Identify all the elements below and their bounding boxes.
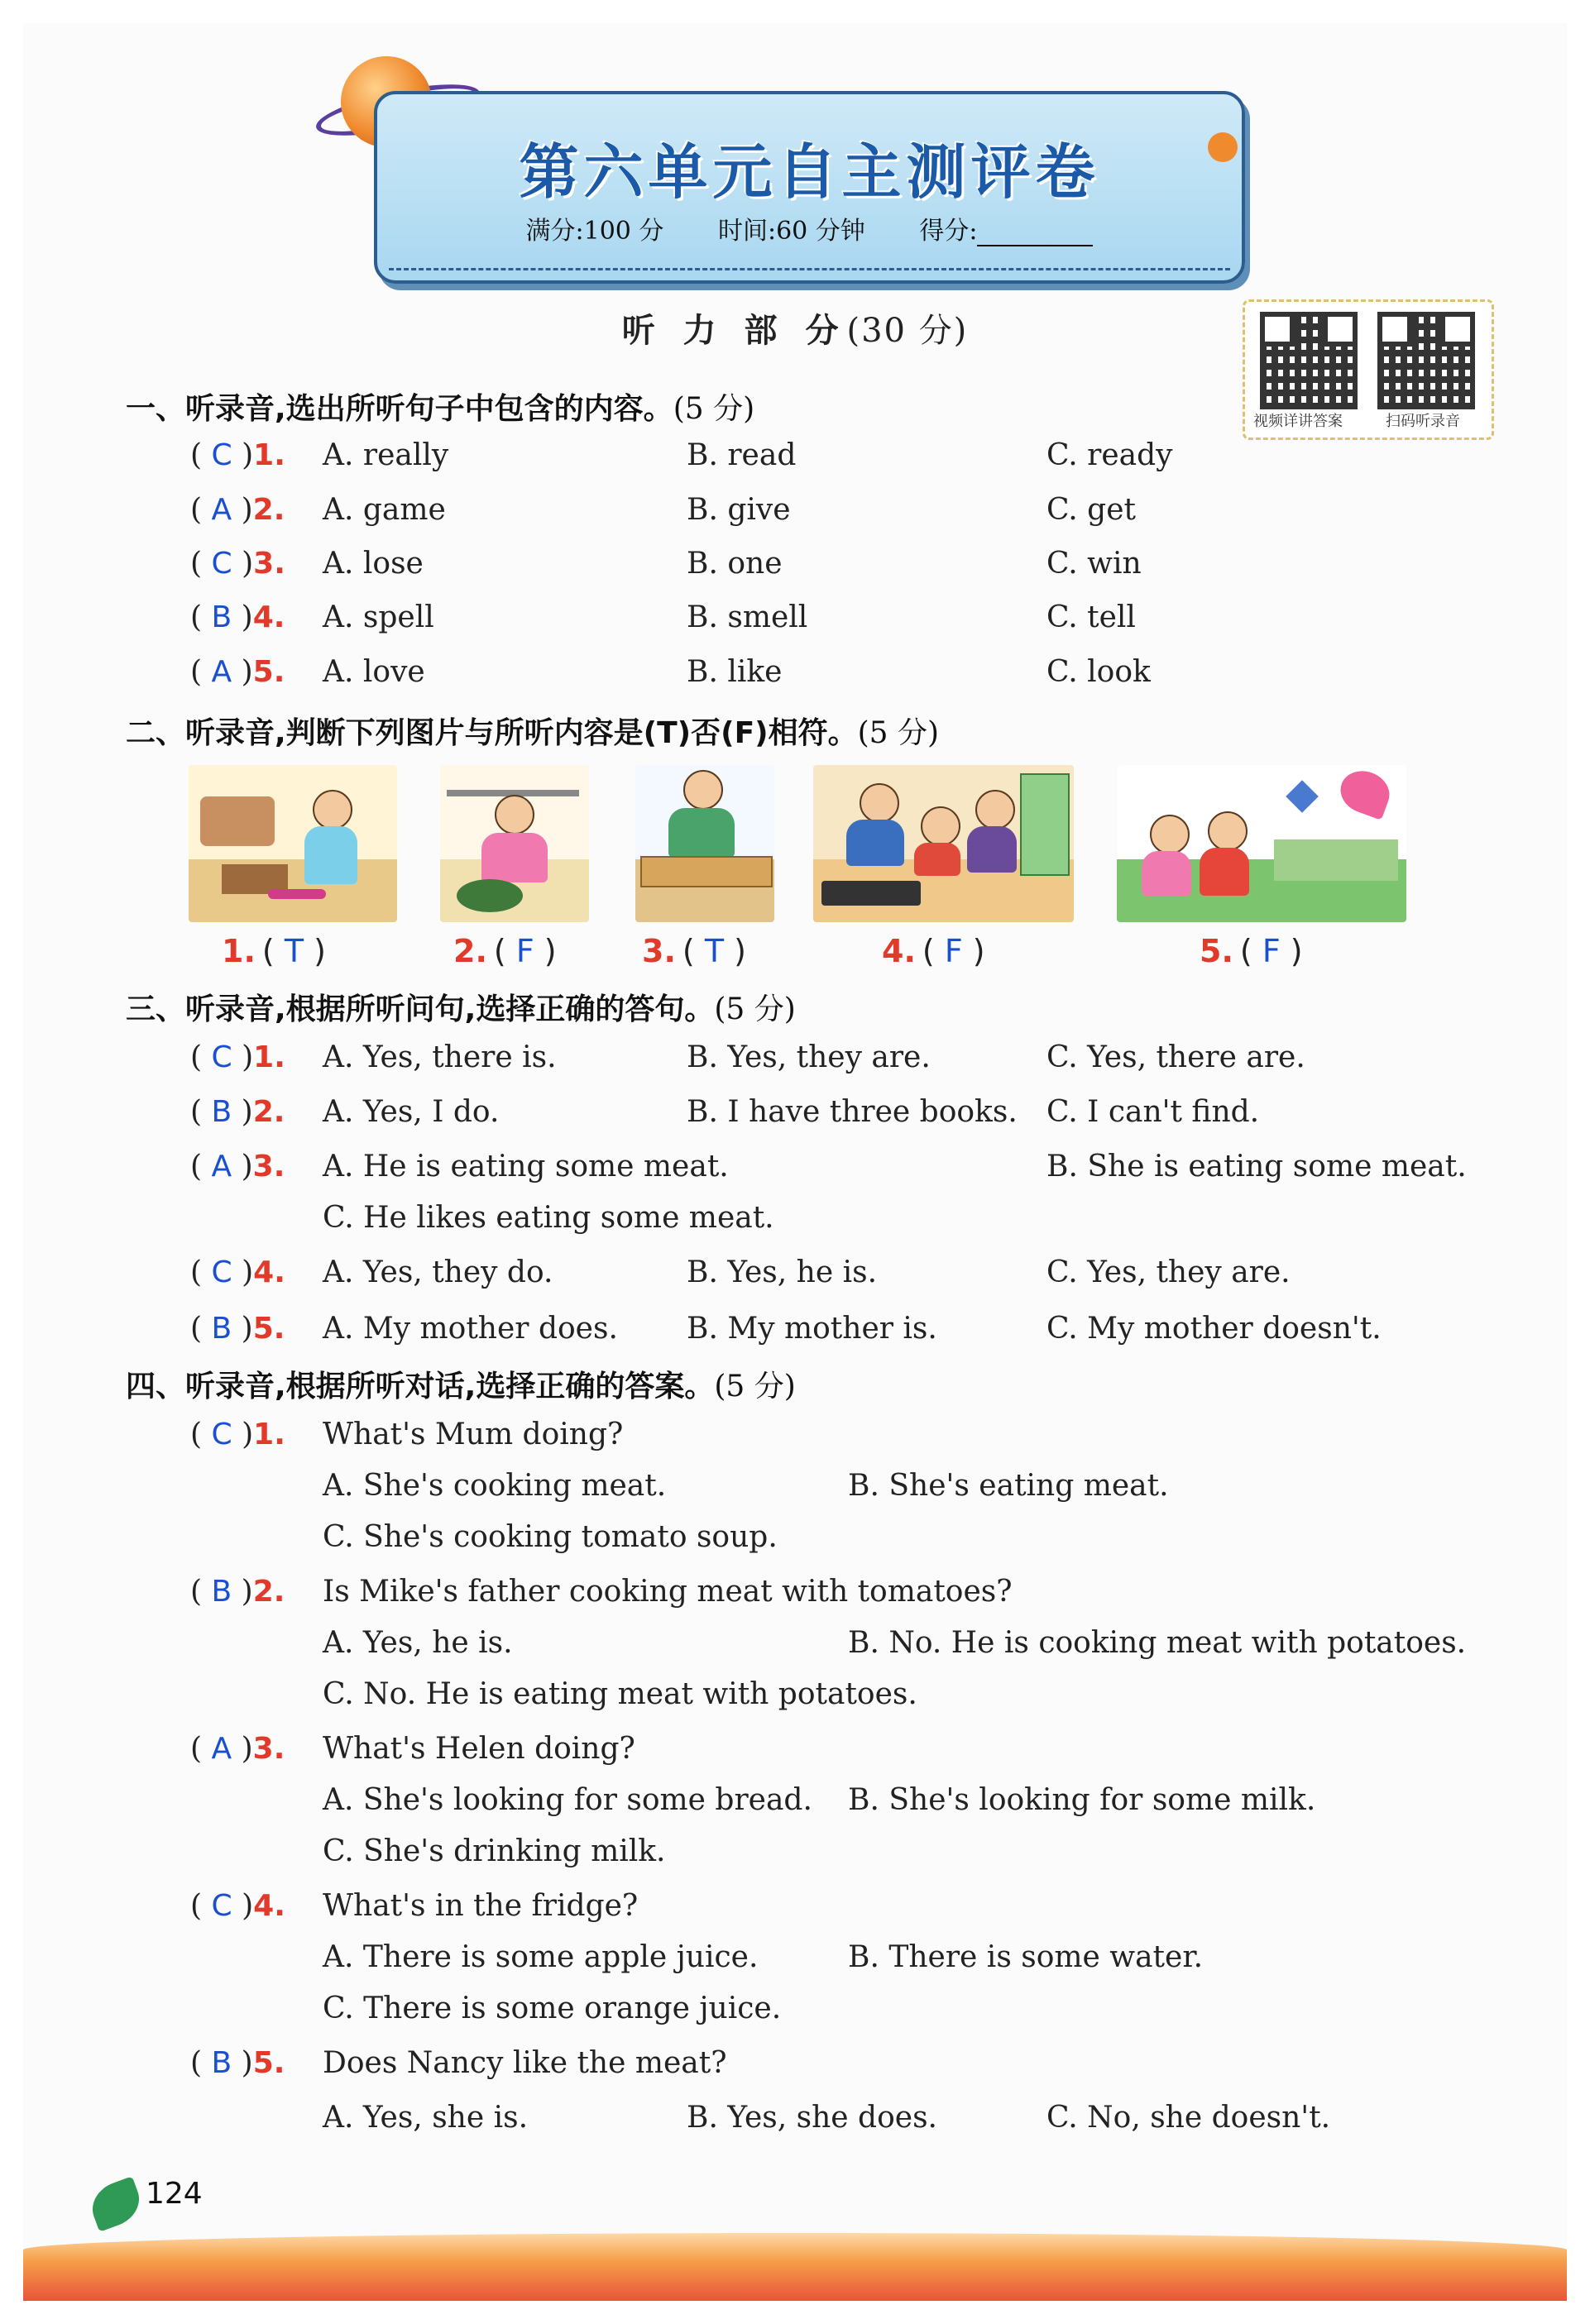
option-b: B. She's eating meat. [848, 1469, 1169, 1503]
page-title: 第六单元自主测评卷 [519, 137, 1100, 207]
option-a: A. Yes, there is. [323, 1040, 557, 1074]
option-b: B. She is eating some meat. [1046, 1150, 1467, 1184]
exam-info [377, 210, 1242, 246]
question-number: 5. [252, 655, 285, 689]
option-b: B. Yes, he is. [687, 1255, 878, 1289]
question-number: 4. [253, 1889, 285, 1923]
score-label: 得分: [919, 217, 978, 246]
option-b: B. There is some water. [848, 1940, 1204, 1974]
answer-bracket[interactable]: ( B )4. [190, 600, 285, 634]
option-a: A. There is some apple juice. [323, 1940, 759, 1974]
option-b: B. give [687, 493, 791, 527]
option-b: B. smell [687, 600, 808, 634]
option-b: B. one [687, 547, 783, 581]
question-number: 3. [252, 1150, 285, 1184]
answer: F [515, 933, 534, 969]
answer: B [211, 1575, 232, 1609]
option-a: A. love [323, 655, 425, 689]
question-number: 1. [222, 933, 256, 969]
section-title-text: 二、听录音,判断下列图片与所听内容是(T)否(F)相符。 [126, 716, 858, 750]
part-title-text: 听 力 部 分 [621, 312, 847, 350]
answer-bracket[interactable]: ( C )4. [190, 1255, 285, 1289]
question-text: What's Helen doing? [323, 1732, 635, 1766]
option-c: C. She's cooking tomato soup. [323, 1520, 778, 1554]
section-title-text: 四、听录音,根据所听对话,选择正确的答案。 [126, 1370, 715, 1403]
question-number: 4. [882, 933, 916, 969]
answer-bracket[interactable]: ( C )3. [190, 547, 285, 581]
option-a: A. My mother does. [323, 1312, 618, 1346]
question-text: What's Mum doing? [323, 1418, 624, 1451]
option-b: B. like [687, 655, 783, 689]
picture-boy-cleaning-table [635, 765, 774, 922]
time-limit: 时间:60 分钟 [717, 217, 865, 246]
answer: C [211, 1040, 232, 1074]
answer: F [1262, 933, 1281, 969]
part-points: (30 分) [846, 312, 969, 350]
question-number: 2. [252, 1095, 285, 1129]
question-text: What's in the fridge? [323, 1889, 639, 1923]
question-number: 5. [252, 2046, 285, 2080]
footer-decoration [23, 2233, 1567, 2301]
option-a: A. Yes, she is. [323, 2101, 529, 2135]
section-title-text: 一、听录音,选出所听句子中包含的内容。 [126, 392, 673, 426]
option-a: A. game [323, 493, 446, 527]
question-number: 5. [252, 1312, 285, 1346]
score-field [919, 217, 1093, 246]
section-points: (5 分) [857, 716, 940, 750]
option-a: A. She's cooking meat. [323, 1469, 667, 1503]
picture-girl-mopping [189, 765, 397, 922]
banner-divider [389, 268, 1230, 270]
answer-bracket[interactable]: ( B )5. [190, 1312, 285, 1346]
option-c: C. No, she doesn't. [1046, 2101, 1331, 2135]
answer: C [211, 1889, 232, 1923]
question-number: 2. [252, 493, 285, 527]
section-3-title [126, 986, 796, 1028]
answer: C [211, 1418, 232, 1451]
answer-bracket[interactable]: ( A )3. [190, 1150, 285, 1184]
picture-answer-4[interactable]: 4. ( F ) [882, 933, 985, 969]
page-number: 124 [146, 2177, 203, 2211]
picture-children-flying-kites [1117, 765, 1406, 922]
option-b: B. read [687, 438, 797, 472]
question-number: 2. [252, 1575, 285, 1609]
option-b: B. Yes, they are. [687, 1040, 931, 1074]
title-banner [374, 91, 1245, 284]
option-c: C. ready [1046, 438, 1173, 472]
picture-family-kitchen [813, 765, 1074, 922]
section-2-title [126, 710, 939, 752]
answer-bracket[interactable]: ( A )3. [190, 1732, 285, 1766]
answer-bracket[interactable]: ( C )1. [190, 438, 285, 472]
question-number: 3. [252, 1732, 285, 1766]
question-number: 3. [253, 547, 285, 581]
answer: C [211, 438, 232, 472]
answer-bracket[interactable]: ( B )2. [190, 1575, 285, 1609]
answer: A [211, 655, 232, 689]
question-number: 4. [253, 1255, 285, 1289]
section-points: (5 分) [673, 392, 755, 426]
section-1-title [126, 385, 754, 428]
option-b: B. She's looking for some milk. [848, 1783, 1316, 1817]
answer: F [944, 933, 963, 969]
answer: C [211, 1255, 232, 1289]
picture-answer-5[interactable]: 5. ( F ) [1200, 933, 1303, 969]
option-c: C. I can't find. [1046, 1095, 1260, 1129]
question-number: 3. [642, 933, 676, 969]
question-text: Is Mike's father cooking meat with tomatoes? [323, 1575, 1013, 1609]
option-a: A. Yes, they do. [323, 1255, 553, 1289]
answer: T [704, 933, 725, 969]
answer: B [211, 1095, 232, 1129]
qr-caption-audio: 扫码听录音 [1386, 413, 1460, 430]
answer: A [211, 493, 232, 527]
option-a: A. He is eating some meat. [323, 1150, 729, 1184]
question-number: 4. [252, 600, 285, 634]
option-c: C. Yes, there are. [1046, 1040, 1305, 1074]
option-b: B. I have three books. [687, 1095, 1018, 1129]
option-c: C. get [1046, 493, 1136, 527]
full-score: 满分:100 分 [525, 217, 664, 246]
question-number: 1. [253, 1418, 285, 1451]
answer: A [211, 1150, 232, 1184]
answer-bracket[interactable]: ( A )5. [190, 655, 285, 689]
section-4-title [126, 1363, 796, 1405]
option-c: C. Yes, they are. [1046, 1255, 1291, 1289]
answer: B [211, 1312, 232, 1346]
section-points: (5 分) [714, 1370, 796, 1403]
option-c: C. He likes eating some meat. [323, 1201, 774, 1235]
option-c: C. win [1046, 547, 1142, 581]
part-title [0, 304, 1590, 351]
option-c: C. No. He is eating meat with potatoes. [323, 1677, 917, 1711]
question-number: 5. [1200, 933, 1233, 969]
answer-bracket[interactable]: ( B )2. [190, 1095, 285, 1129]
question-number: 1. [253, 438, 285, 472]
score-blank [977, 245, 1093, 246]
option-b: B. No. He is cooking meat with potatoes. [848, 1626, 1467, 1660]
option-b: B. My mother is. [687, 1312, 937, 1346]
question-text: Does Nancy like the meat? [323, 2046, 727, 2080]
option-a: A. Yes, I do. [323, 1095, 500, 1129]
option-a: A. She's looking for some bread. [323, 1783, 812, 1817]
banner-tag-dot [1208, 132, 1238, 162]
answer: B [211, 2046, 232, 2080]
option-a: A. really [323, 438, 449, 472]
option-c: C. She's drinking milk. [323, 1834, 666, 1868]
answer-bracket[interactable]: ( A )2. [190, 493, 285, 527]
answer: B [211, 600, 232, 634]
answer: T [284, 933, 304, 969]
option-c: C. There is some orange juice. [323, 1992, 782, 2025]
option-c: C. tell [1046, 600, 1136, 634]
option-b: B. Yes, she does. [687, 2101, 937, 2135]
answer-bracket[interactable]: ( C )4. [190, 1889, 285, 1923]
qr-caption-video: 视频详讲答案 [1253, 413, 1343, 430]
picture-answer-2[interactable]: 2. ( F ) [453, 933, 557, 969]
option-c: C. My mother doesn't. [1046, 1312, 1382, 1346]
section-title-text: 三、听录音,根据所听问句,选择正确的答句。 [126, 992, 715, 1026]
picture-answer-3[interactable]: 3. ( T ) [642, 933, 746, 969]
answer-bracket[interactable]: ( B )5. [190, 2046, 285, 2080]
option-a: A. Yes, he is. [323, 1626, 513, 1660]
answer-bracket[interactable]: ( C )1. [190, 1418, 285, 1451]
picture-answer-1[interactable]: 1. ( T ) [222, 933, 326, 969]
option-a: A. spell [323, 600, 434, 634]
answer-bracket[interactable]: ( C )1. [190, 1040, 285, 1074]
section-points: (5 分) [714, 992, 796, 1026]
option-c: C. look [1046, 655, 1151, 689]
question-number: 2. [453, 933, 487, 969]
option-a: A. lose [323, 547, 424, 581]
answer: C [211, 547, 232, 581]
question-number: 1. [253, 1040, 285, 1074]
answer: A [211, 1732, 232, 1766]
picture-woman-cooking [440, 765, 589, 922]
